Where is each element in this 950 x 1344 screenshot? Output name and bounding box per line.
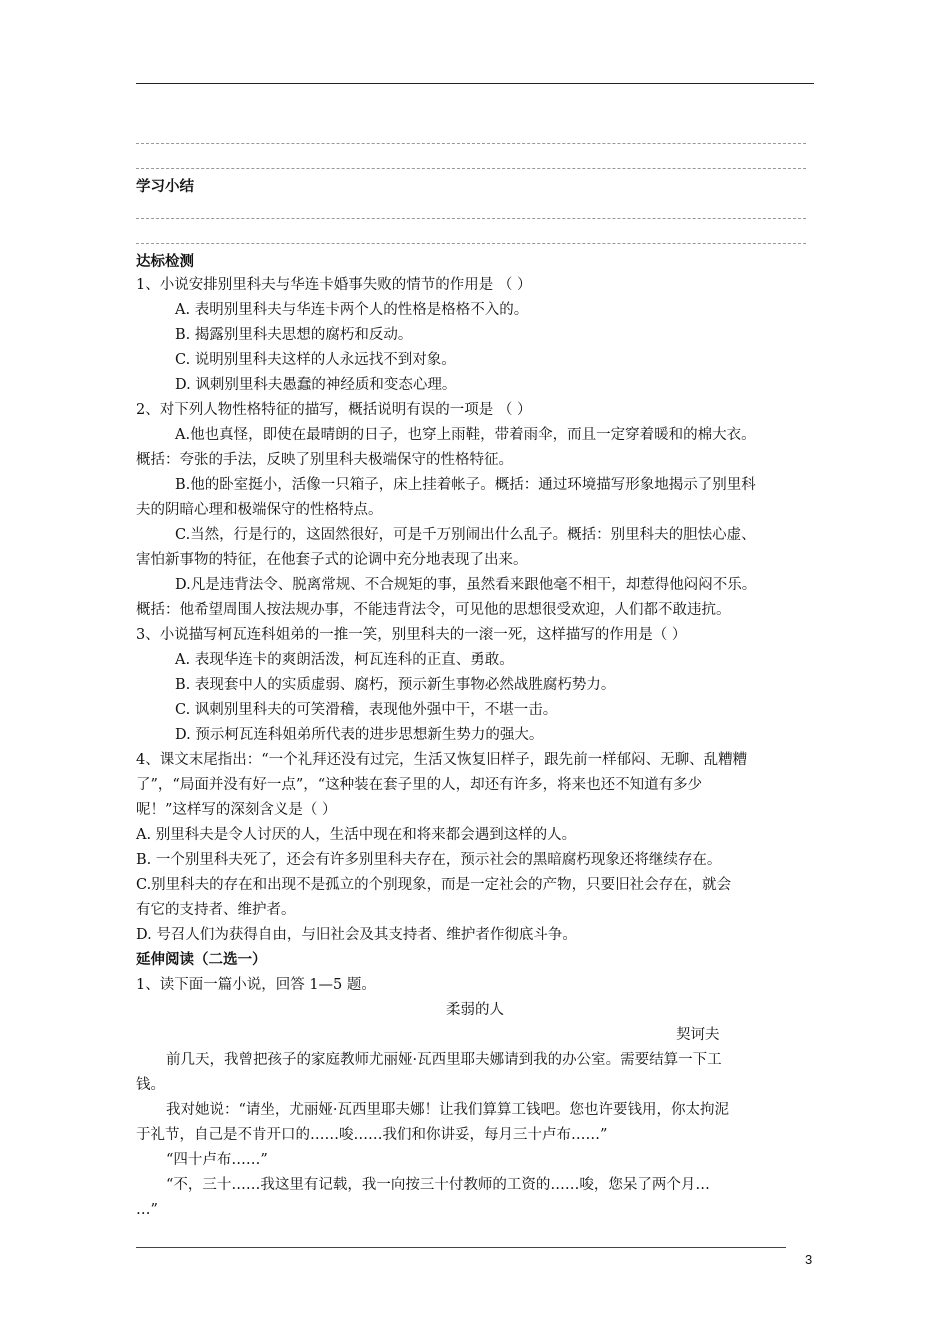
question-1-option-d: D. 讽刺别里科夫愚蠢的神经质和变态心理。 bbox=[175, 377, 457, 393]
question-4-option-c-cont: 有它的支持者、维护者。 bbox=[136, 902, 296, 918]
question-2-option-a: A.他也真怪，即使在最晴朗的日子，也穿上雨鞋，带着雨伞，而且一定穿着暖和的棉大衣。 bbox=[175, 427, 756, 443]
footer-rule bbox=[136, 1247, 786, 1248]
question-1-stem: 1、小说安排别里科夫与华连卡婚事失败的情节的作用是 （ ） bbox=[136, 277, 532, 293]
story-paragraph: “四十卢布……” bbox=[166, 1152, 268, 1168]
question-2-option-c-cont: 害怕新事物的特征，在他套子式的论调中充分地表现了出来。 bbox=[136, 552, 528, 568]
question-2-option-d-cont: 概括：他希望周围人按法规办事，不能违背法令，可见他的思想很受欢迎，人们都不敢违抗。 bbox=[136, 602, 731, 618]
page-number: 3 bbox=[805, 1252, 813, 1267]
question-4-option-b: B. 一个别里科夫死了，还会有许多别里科夫存在，预示社会的黑暗腐朽现象还将继续存在。 bbox=[136, 852, 722, 868]
question-4-stem-cont: 了”，“局面并没有好一点”，“这种装在套子里的人，却还有许多，将来也还不知道有多少 bbox=[136, 777, 703, 793]
question-3-option-a: A. 表现华连卡的爽朗活泼，柯瓦连科的正直、勇敢。 bbox=[175, 652, 514, 668]
story-paragraph-cont: 于礼节，自己是不肯开口的……唆……我们和你讲妥，每月三十卢布……” bbox=[136, 1127, 608, 1143]
question-4-option-c: C.别里科夫的存在和出现不是孤立的个别现象，而是一定社会的产物，只要旧社会存在，就会 bbox=[136, 877, 732, 893]
question-2-option-c: C.当然，行是行的，这固然很好，可是千万别闹出什么乱子。概括：别里科夫的胆怯心虚、 bbox=[175, 527, 756, 543]
reading-intro: 1、读下面一篇小说，回答 1—5 题。 bbox=[136, 977, 376, 993]
question-2-stem: 2、对下列人物性格特征的描写，概括说明有误的一项是 （ ） bbox=[136, 402, 532, 418]
answer-line bbox=[136, 143, 806, 144]
question-4-stem: 4、课文末尾指出：“一个礼拜还没有过完，生活又恢复旧样子，跟先前一样郁闷、无聊、乱糟糟 bbox=[136, 752, 748, 768]
question-3-option-d: D. 预示柯瓦连科姐弟所代表的进步思想新生势力的强大。 bbox=[175, 727, 544, 743]
story-title: 柔弱的人 bbox=[446, 1002, 504, 1018]
question-4-option-d: D. 号召人们为获得自由，与旧社会及其支持者、维护者作彻底斗争。 bbox=[136, 927, 577, 943]
question-4-stem-cont: 呢！”这样写的深刻含义是（ ） bbox=[136, 802, 337, 818]
question-2-option-b-cont: 夫的阴暗心理和极端保守的性格特点。 bbox=[136, 502, 383, 518]
answer-line bbox=[136, 168, 806, 169]
question-1-option-b: B. 揭露别里科夫思想的腐朽和反动。 bbox=[175, 327, 413, 343]
question-2-option-d: D.凡是违背法令、脱离常规、不合规矩的事，虽然看来跟他毫不相干，却惹得他闷闷不乐。 bbox=[175, 577, 757, 593]
extended-heading: 延伸阅读（二选一） bbox=[136, 952, 267, 968]
test-heading: 达标检测 bbox=[136, 254, 194, 270]
answer-line bbox=[136, 218, 806, 219]
story-paragraph-cont: …” bbox=[136, 1202, 158, 1218]
story-paragraph: 前几天，我曾把孩子的家庭教师尤丽娅·瓦西里耶夫娜请到我的办公室。需要结算一下工 bbox=[166, 1052, 722, 1068]
answer-line bbox=[136, 243, 806, 244]
story-paragraph: 我对她说：“请坐，尤丽娅·瓦西里耶夫娜！让我们算算工钱吧。您也许要钱用，你太拘泥 bbox=[166, 1102, 730, 1118]
question-4-option-a: A. 别里科夫是令人讨厌的人，生活中现在和将来都会遇到这样的人。 bbox=[136, 827, 577, 843]
question-3-option-b: B. 表现套中人的实质虚弱、腐朽，预示新生事物必然战胜腐朽势力。 bbox=[175, 677, 616, 693]
story-paragraph-cont: 钱。 bbox=[136, 1077, 165, 1093]
header-rule bbox=[136, 83, 814, 84]
question-1-option-a: A. 表明别里科夫与华连卡两个人的性格是格格不入的。 bbox=[175, 302, 529, 318]
question-1-option-c: C. 说明别里科夫这样的人永远找不到对象。 bbox=[175, 352, 456, 368]
story-author: 契诃夫 bbox=[676, 1027, 720, 1043]
story-paragraph: “不，三十……我这里有记载，我一向按三十付教师的工资的……唆，您呆了两个月… bbox=[166, 1177, 710, 1193]
question-2-option-a-cont: 概括：夸张的手法，反映了别里科夫极端保守的性格特征。 bbox=[136, 452, 513, 468]
question-3-stem: 3、小说描写柯瓦连科姐弟的一推一笑，别里科夫的一滚一死，这样描写的作用是（ ） bbox=[136, 627, 687, 643]
summary-heading: 学习小结 bbox=[136, 179, 194, 195]
question-3-option-c: C. 讽刺别里科夫的可笑滑稽，表现他外强中干，不堪一击。 bbox=[175, 702, 558, 718]
question-2-option-b: B.他的卧室挺小，活像一只箱子，床上挂着帐子。概括：通过环境描写形象地揭示了别里科 bbox=[175, 477, 756, 493]
